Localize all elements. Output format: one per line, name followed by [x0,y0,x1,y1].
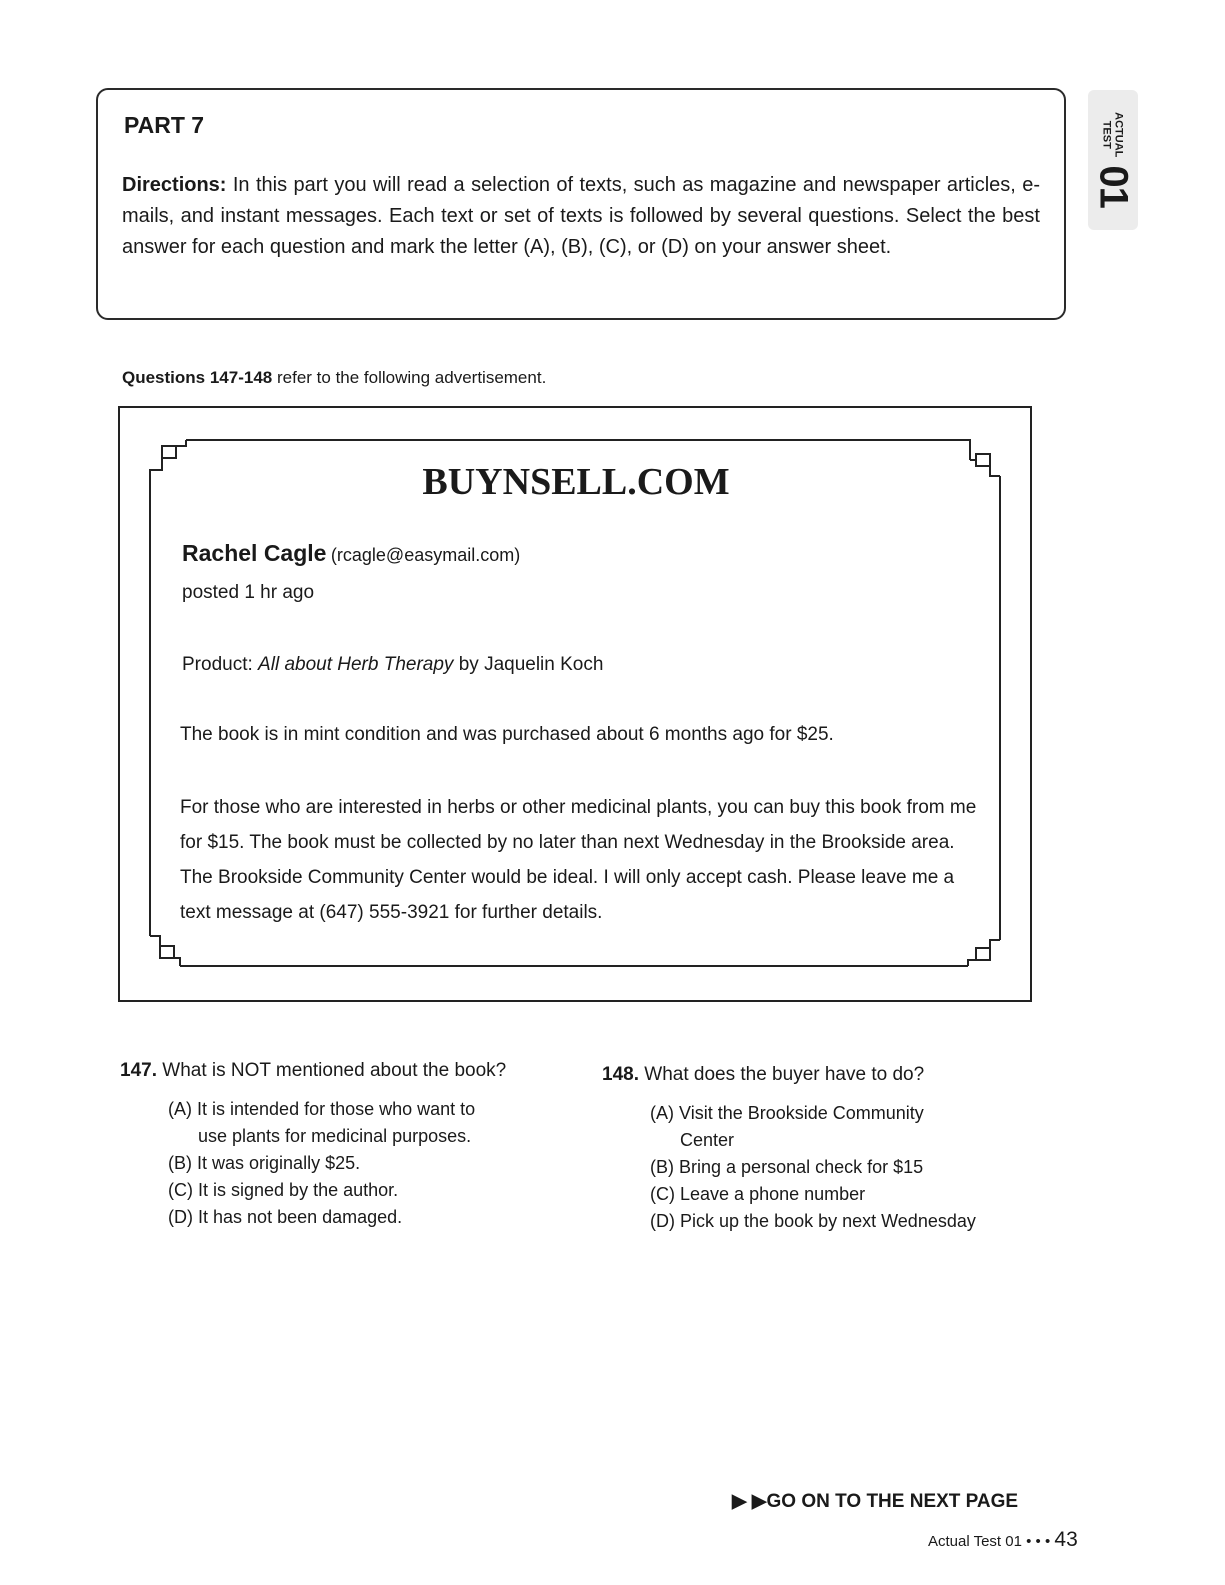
question-number: 148. [602,1064,639,1085]
test-label: Actual Test 01 [928,1533,1022,1550]
next-page-indicator: ▶ ▶GO ON TO THE NEXT PAGE [732,1491,1019,1512]
option-text-cont: Center [680,1130,735,1150]
question-number: 147. [120,1060,157,1081]
page-footer [928,1528,1078,1552]
option-text: It has not been damaged. [198,1207,403,1227]
option-c[interactable] [168,1177,568,1204]
side-tab-number: 01 [1091,165,1136,208]
ad-body-text: For those who are interested in herbs or other medicinal plants, you can buy this book from me for $15. The book must be collected by no later than next Wednesday in the Brookside area. The Brookside Community Center would be ideal. I will only accept cash. Please leave me a text message at (647) 555-3921 for further details. [180,797,977,923]
option-text: It is signed by the author. [198,1180,399,1200]
question-148 [602,1064,924,1086]
product-title: All about Herb Therapy [258,654,454,675]
part-title: PART 7 [124,112,205,138]
directions-label: Directions: [122,174,227,196]
posted-time: posted 1 hr ago [182,582,315,603]
side-tab-label-line1: ACTUAL [1113,112,1125,158]
option-letter: (C) [168,1180,193,1200]
site-title: BUYNSELL.COM [422,461,730,503]
question-text: What is NOT mentioned about the book? [162,1060,507,1081]
product-author: by Jaquelin Koch [458,654,604,675]
option-letter: (A) [650,1103,674,1123]
question-147 [120,1060,506,1082]
option-letter: (C) [650,1184,675,1204]
option-text: It was originally $25. [197,1153,361,1173]
option-letter: (A) [168,1099,192,1119]
page-number: 43 [1054,1528,1078,1551]
option-b[interactable] [650,1154,1070,1181]
questions-range: Questions 147-148 [122,368,273,387]
option-a[interactable] [650,1100,1070,1154]
option-text-cont: use plants for medicinal purposes. [198,1126,472,1146]
option-text: It is intended for those who want to [197,1099,476,1119]
directions-text: In this part you will read a selection of texts, such as magazine and newspaper articles, e-mails, and instant messages. Each text or set of texts is followed by several questions. Select the best answer for each question and mark the letter (A), (B), (C), or (D) on your answer sheet. [122,174,1040,258]
question-text: What does the buyer have to do? [644,1064,925,1085]
seller-name: Rachel Cagle [182,540,327,566]
option-text: Bring a personal check for $15 [679,1157,924,1177]
option-letter: (B) [168,1153,192,1173]
question-147-options [168,1096,568,1231]
option-letter: (B) [650,1157,674,1177]
option-text: Pick up the book by next Wednesday [680,1211,976,1231]
side-tab-label-line2: TEST [1101,120,1113,149]
option-text: Visit the Brookside Community [679,1103,924,1123]
product-label: Product: [182,654,253,675]
option-a[interactable] [168,1096,568,1150]
question-148-options [650,1100,1070,1235]
seller-line [182,540,520,567]
condition-text: The book is in mint condition and was purchased about 6 months ago for $25. [180,724,834,745]
option-d[interactable] [650,1208,1070,1235]
option-letter: (D) [168,1207,193,1227]
option-d[interactable] [168,1204,568,1231]
questions-intro-text: refer to the following advertisement. [276,368,547,387]
footer-dots: • • • [1026,1533,1051,1550]
option-c[interactable] [650,1181,1070,1208]
seller-email: (rcagle@easymail.com) [330,545,521,565]
option-b[interactable] [168,1150,568,1177]
option-letter: (D) [650,1211,675,1231]
option-text: Leave a phone number [680,1184,866,1204]
product-line [182,654,603,676]
